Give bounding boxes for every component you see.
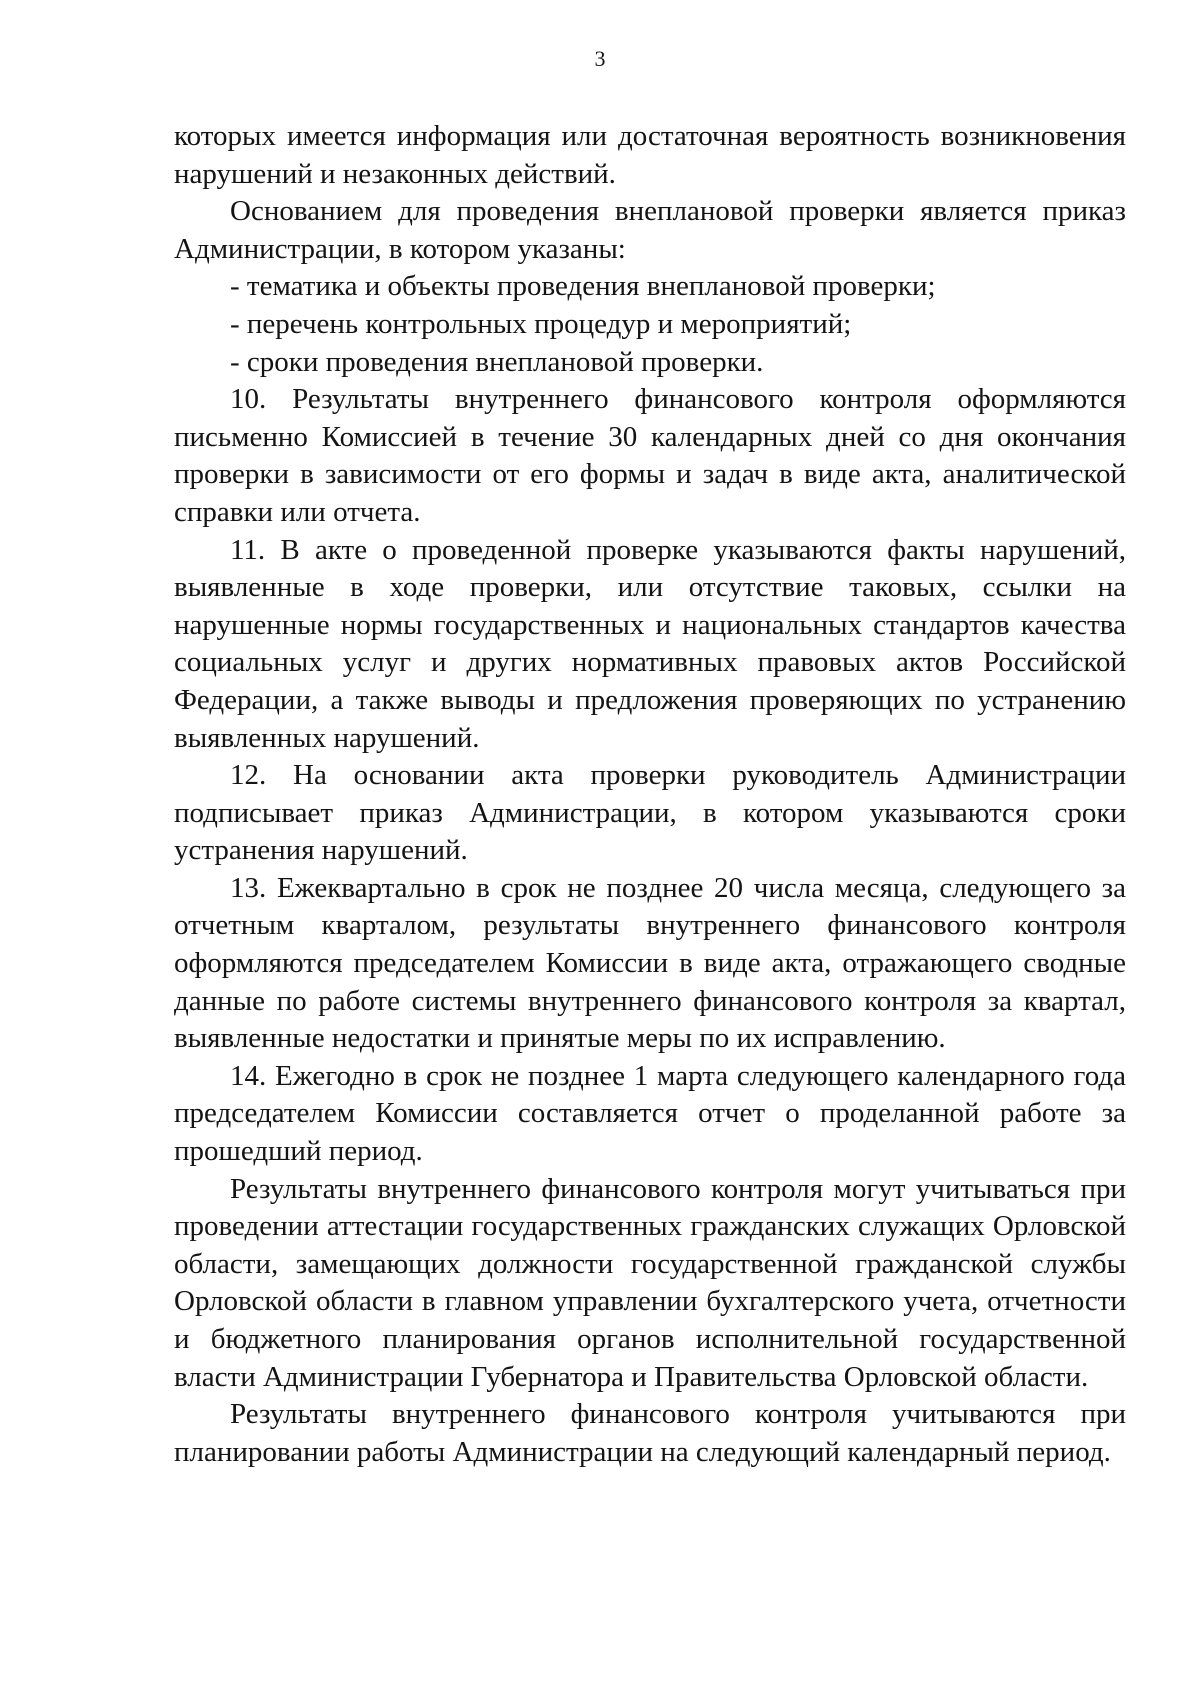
list-item-procedures: - перечень контрольных процедур и мероприятий; (230, 307, 852, 340)
document-body (174, 118, 1126, 1471)
paragraph-13: 13. Ежеквартально в срок не позднее 20 числа месяца, следующего за отчетным кварталом, результаты внутреннего финансового контроля оформляются председателем Комиссии в виде акта, отражающего сводные данные по работе системы внутреннего финансового контроля за квартал, выявленные недостатки и принятые меры по их исправлению. (174, 871, 1126, 1055)
list-item-deadlines: - сроки проведения внеплановой проверки. (230, 345, 764, 378)
page-number: 3 (594, 46, 606, 71)
paragraph-10: 10. Результаты внутреннего финансового контроля оформляются письменно Комиссией в течение 30 календарных дней со дня окончания проверки в зависимости от его формы и задач в виде акта, аналитической справки или отчета. (174, 383, 1126, 528)
paragraph-results-attestation: Результаты внутреннего финансового контроля могут учитываться при проведении аттестации государственных гражданских служащих Орловской области, замещающих должности государственной гражданской службы Орловской области в главном управлении бухгалтерского учета, отчетности и бюджетного планирования органов исполнительной государственной власти Администрации Губернатора и Правительства Орловской области. (174, 1172, 1126, 1393)
paragraph-grounds: Основанием для проведения внеплановой проверки является приказ Администрации, в котором указаны: (174, 195, 1126, 265)
list-item-topics: - тематика и объекты проведения внеплановой проверки; (230, 270, 936, 303)
paragraph-14: 14. Ежегодно в срок не позднее 1 марта следующего календарного года председателем Комиссии составляется отчет о проделанной работе за прошедший период. (174, 1059, 1126, 1168)
paragraph-12: 12. На основании акта проверки руководитель Администрации подписывает приказ Администрации, в котором указываются сроки устранения нарушений. (174, 759, 1126, 867)
paragraph-results-planning: Результаты внутреннего финансового контроля учитываются при планировании работы Администрации на следующий календарный период. (174, 1398, 1126, 1468)
paragraph-continuation: которых имеется информация или достаточная вероятность возникновения нарушений и незаконных действий. (174, 120, 1126, 190)
paragraph-11: 11. В акте о проведенной проверке указываются факты нарушений, выявленные в ходе проверки, или отсутствие таковых, ссылки на нарушенные нормы государственных и национальных стандартов качества социальных услуг и других нормативных правовых актов Российской Федерации, а также выводы и предложения проверяющих по устранению выявленных нарушений. (174, 533, 1126, 754)
